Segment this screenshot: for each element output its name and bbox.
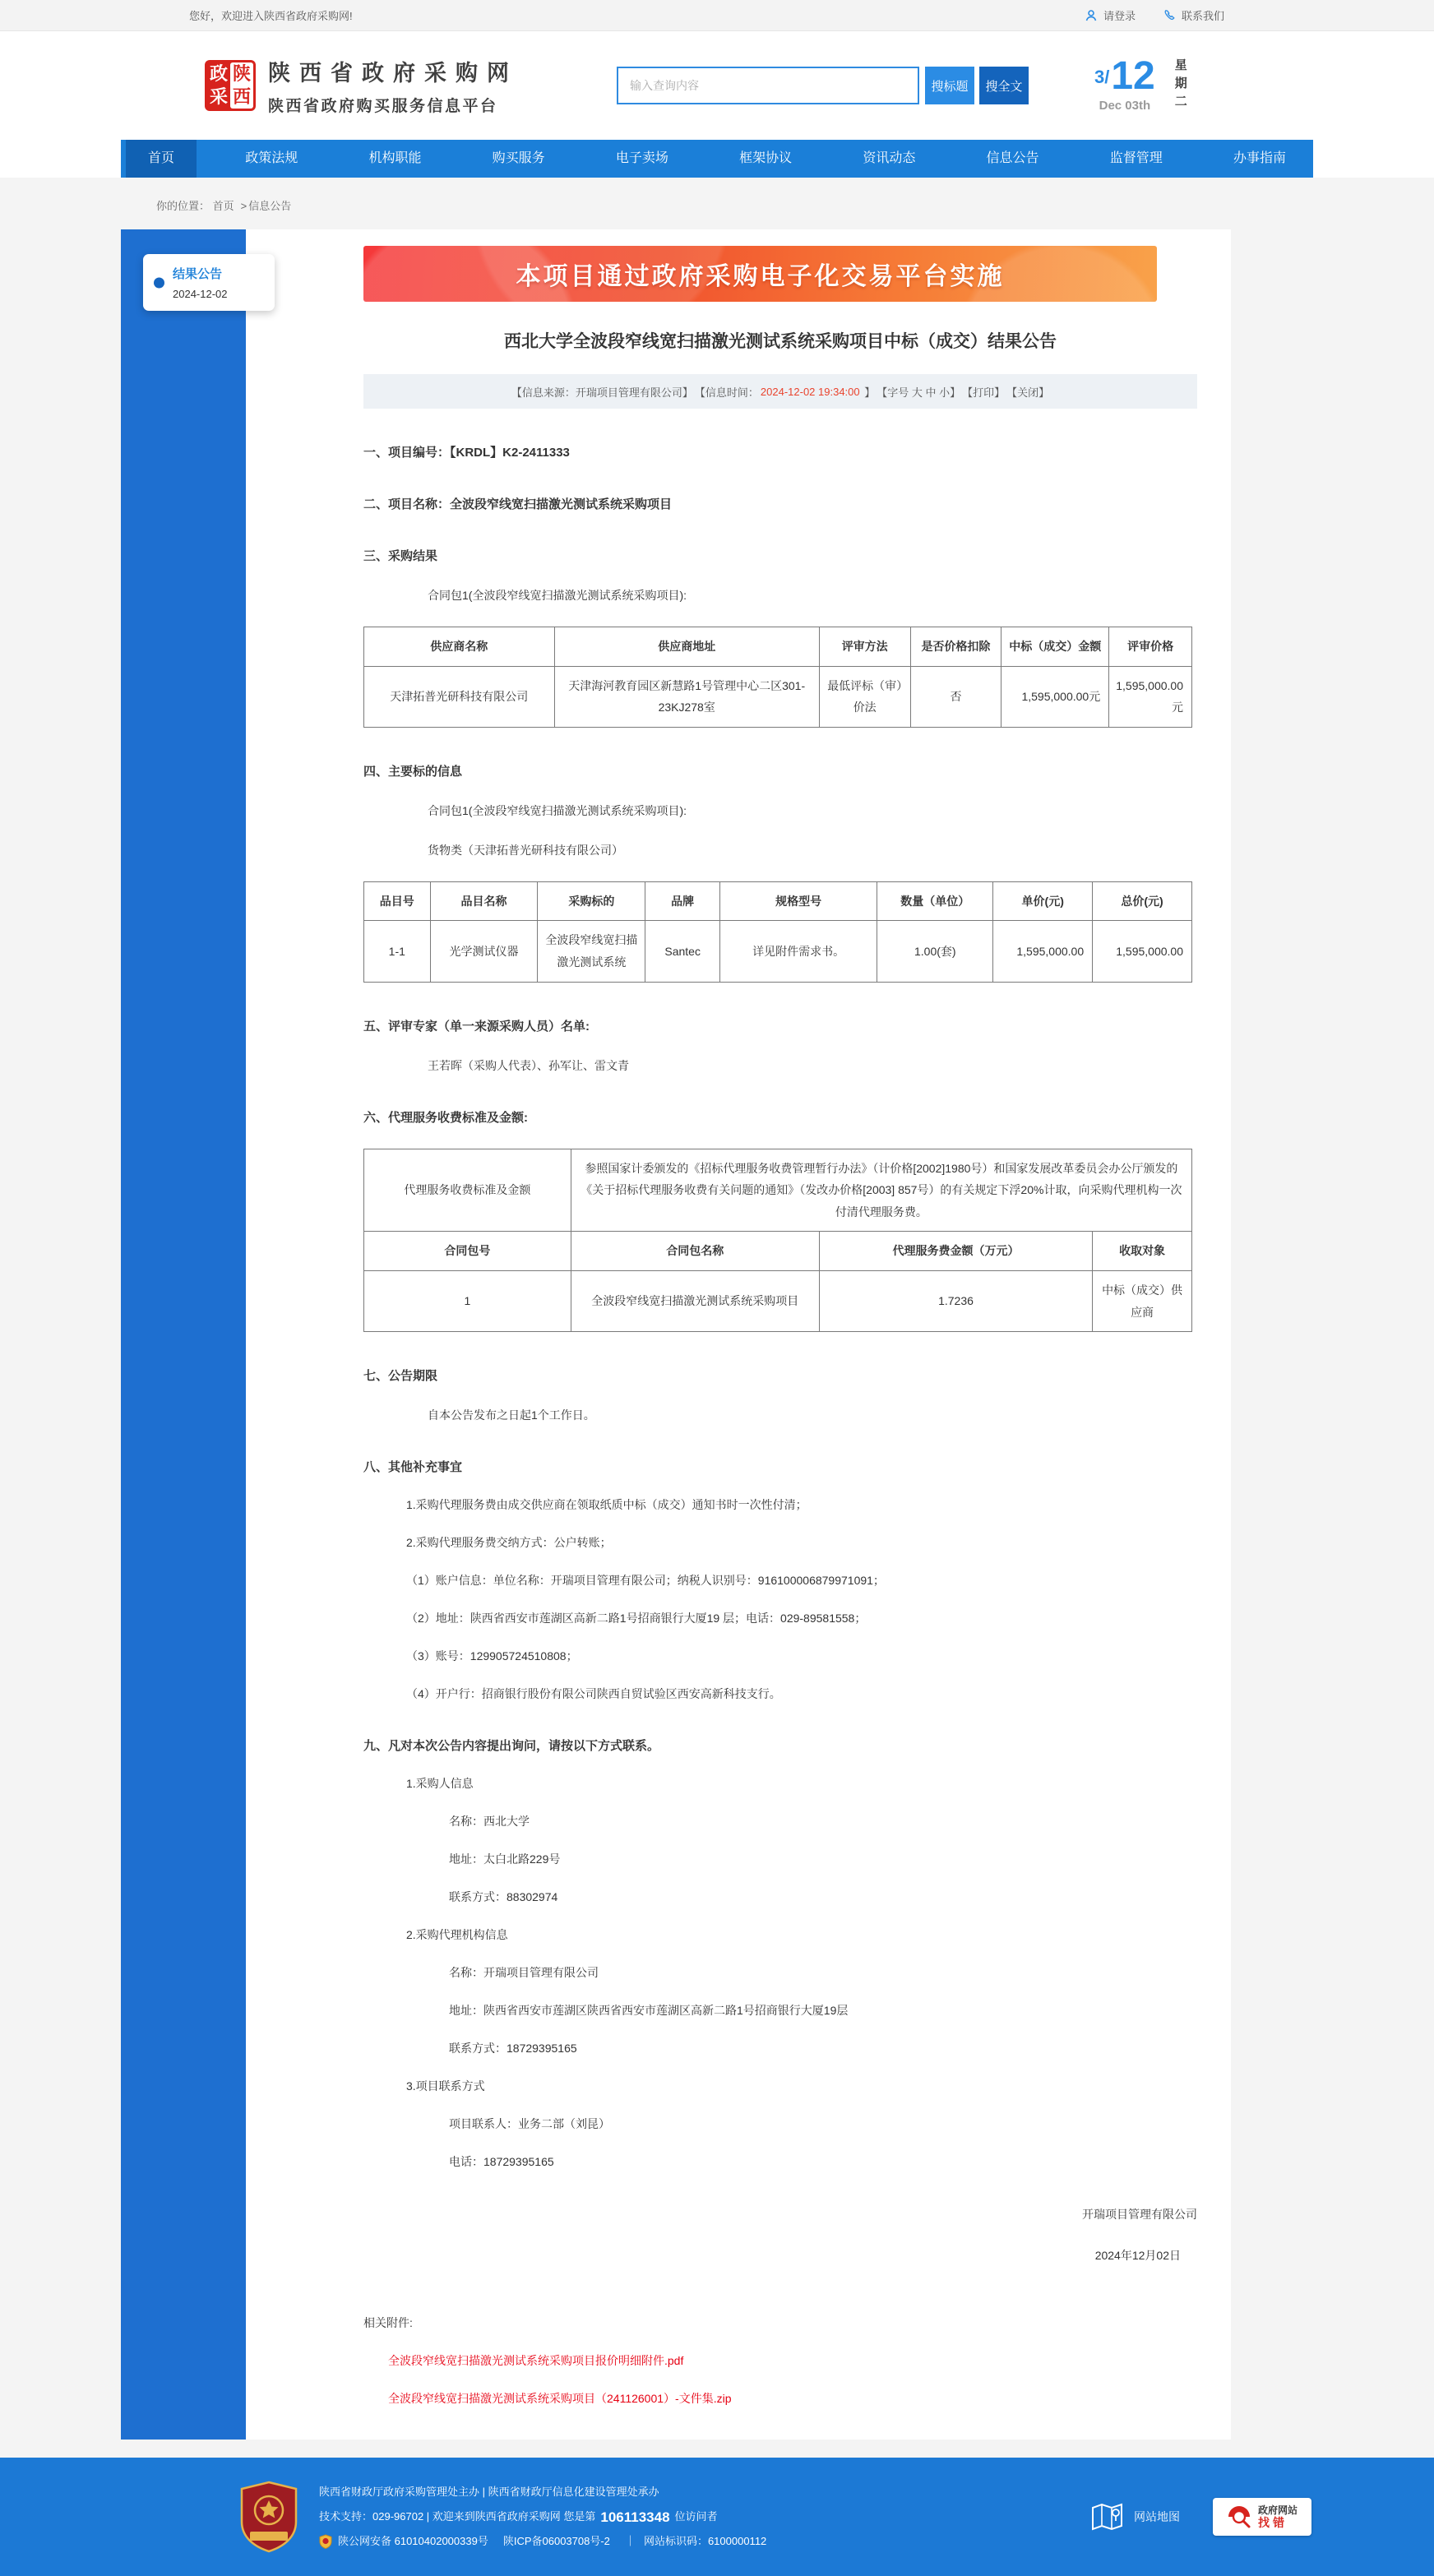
- section-5-heading: 五、评审专家（单一来源采购人员）名单:: [363, 1019, 590, 1034]
- section-1-heading: 一、项目编号：【KRDL】K2-2411333: [363, 446, 570, 460]
- supplement-item: （2）地址：陕西省西安市莲湖区高新二路1号招商银行大厦19 层；电话：029-89581558；: [406, 1612, 867, 1626]
- project-contact-person: 项目联系人：业务二部（刘昆）: [449, 2117, 610, 2131]
- supplement-item: （4）开户行：招商银行股份有限公司陕西自贸试验区西安高新科技支行。: [406, 1687, 781, 1701]
- site-footer: [0, 2458, 1434, 2576]
- footer-registration-line: [319, 2533, 766, 2551]
- nav-item-supervision[interactable]: 监督管理: [1109, 151, 1163, 165]
- goods-category-line: 货物类（天津拓普光研科技有限公司）: [428, 843, 623, 857]
- agency-fee-table: [363, 1149, 1192, 1333]
- bullet-dot-icon: [154, 277, 164, 288]
- site-logo: 政 采 陕 西: [205, 60, 256, 111]
- site-name: 陕西省政府采购网: [268, 61, 518, 86]
- fee-standard-text: 参照国家计委颁发的《招标代理服务收费管理暂行办法》（计价格[2002]1980号）和国家发展改革委员会办公厅颁发的《关于招标代理服务收费有关问题的通知》（发改办价格[2003] 857号）的有关规定下浮20%计取，向采购代理机构一次付清代理服务费。: [571, 1149, 1191, 1232]
- signature-date: 2024年12月02日: [1094, 2249, 1181, 2263]
- platform-banner: [363, 246, 1157, 302]
- nav-item-framework[interactable]: 框架协议: [739, 151, 793, 165]
- nav-item-policy[interactable]: 政策法规: [245, 151, 298, 165]
- attachment-pdf-link[interactable]: 全波段窄线宽扫描激光测试系统采购项目报价明细附件.pdf: [388, 2354, 684, 2368]
- purchaser-phone: 联系方式：88302974: [449, 1890, 558, 1904]
- bid-items-table: [363, 881, 1192, 983]
- site-titles: [268, 55, 518, 116]
- section-3-heading: 三、采购结果: [363, 549, 438, 563]
- site-code: 网站标识码：6100000112: [643, 2534, 767, 2547]
- table-row: 1-1 光学测试仪器 全波段窄线宽扫描激光测试系统 Santec 详见附件需求书。 1.00(套) 1,595,000.00 1,595,000.00: [364, 921, 1192, 982]
- supplement-item: 1.采购代理服务费由成交供应商在领取纸质中标（成交）通知书时一次性付清；: [406, 1498, 807, 1512]
- footer-organizer-line: 陕西省财政厅政府采购管理处主办 | 陕西省财政厅信息化建设管理处承办: [319, 2485, 659, 2498]
- footer-separator: ｜: [624, 2534, 636, 2547]
- welcome-text: 您好，欢迎进入陕西省政府采购网!: [189, 10, 353, 22]
- contract-package-line: 合同包1(全波段窄线宽扫描激光测试系统采购项目):: [428, 803, 687, 817]
- topbar-links: [1085, 7, 1313, 23]
- breadcrumb: [121, 178, 1313, 229]
- government-emblem-icon: [238, 2481, 299, 2553]
- sitemap-label: 网站地图: [1134, 2510, 1180, 2524]
- purchaser-address: 地址：太白北路229号: [449, 1852, 561, 1866]
- date-widget: [1094, 53, 1224, 113]
- breadcrumb-current-link[interactable]: 信息公告: [248, 200, 292, 212]
- announcement-period: 自本公告发布之日起1个工作日。: [428, 1408, 595, 1422]
- article: [246, 229, 1231, 2440]
- beian-link[interactable]: 陕公网安备 61010402000339号: [338, 2534, 488, 2547]
- project-contact-head: 3.项目联系方式: [406, 2079, 485, 2093]
- contract-package-line: 合同包1(全波段窄线宽扫描激光测试系统采购项目):: [428, 589, 687, 602]
- date-weekday: 星期二: [1173, 58, 1187, 113]
- nav-item-e-mall[interactable]: 电子卖场: [615, 151, 668, 165]
- nav-item-home[interactable]: 首页: [126, 140, 197, 178]
- date-english: Dec 03th: [1099, 99, 1151, 113]
- breadcrumb-separator: >: [240, 200, 247, 212]
- table-row: 天津拓普光研科技有限公司 天津海河教育园区新慧路1号管理中心二区301-23KJ278室 最低评标（审）价法 否 1,595,000.00元 1,595,000.00元: [364, 666, 1192, 727]
- table-header-row: 合同包号 合同包名称 代理服务费金额（万元） 收取对象: [364, 1232, 1192, 1271]
- nav-item-guide[interactable]: 办事指南: [1233, 151, 1286, 165]
- footer-right-group: [1090, 2498, 1311, 2536]
- error-finder-icon: [1227, 2504, 1251, 2529]
- topbar: [0, 0, 1434, 31]
- signature-organization: 开瑞项目管理有限公司: [1082, 2208, 1197, 2222]
- badge-line2: 找错: [1257, 2515, 1288, 2529]
- nav-item-news[interactable]: 资讯动态: [863, 151, 916, 165]
- footer-text-block: [319, 2479, 766, 2555]
- section-8-heading: 八、其他补充事宜: [363, 1460, 463, 1475]
- site-subtitle: 陕西省政府购买服务信息平台: [268, 98, 498, 115]
- visitor-count: 106113348: [600, 2509, 670, 2525]
- fee-standard-row: [364, 1149, 1192, 1232]
- supplier-result-table: [363, 627, 1192, 728]
- nav-item-announcements[interactable]: 信息公告: [986, 151, 1039, 165]
- icp-link[interactable]: 陕ICP备06003708号-2: [502, 2534, 610, 2547]
- footer-support-line: 技术支持：029-96702 | 欢迎来到陕西省政府采购网 您是第 106113348 位访问者: [319, 2506, 766, 2528]
- nav-item-functions[interactable]: 机构职能: [368, 151, 422, 165]
- agency-name: 名称：开瑞项目管理有限公司: [449, 1966, 599, 1980]
- breadcrumb-home-link[interactable]: 首页: [212, 200, 234, 212]
- meta-source: 【信息来源：开瑞项目管理有限公司】: [511, 386, 693, 399]
- meta-time-value: 2024-12-02 19:34:00: [760, 385, 860, 398]
- print-button[interactable]: 【打印】: [962, 386, 1006, 399]
- supplement-item: （1）账户信息：单位名称：开瑞项目管理有限公司；纳税人识别号：916100006879971091；: [406, 1574, 885, 1588]
- nav-item-purchase-services[interactable]: 购买服务: [492, 151, 545, 165]
- agency-info-head: 2.采购代理机构信息: [406, 1928, 508, 1942]
- agency-address: 地址：陕西省西安市莲湖区陕西省西安市莲湖区高新二路1号招商银行大厦19层: [449, 2004, 849, 2018]
- agency-phone: 联系方式：18729395165: [449, 2042, 577, 2056]
- attachments-label: 相关附件:: [363, 2316, 413, 2330]
- supplement-item: （3）账号：129905724510808；: [406, 1649, 578, 1663]
- badge-line1: 政府网站: [1257, 2504, 1298, 2516]
- banner-text: 本项目通过政府采购电子化交易平台实施: [516, 263, 1005, 290]
- search-fulltext-button[interactable]: 搜全文: [979, 67, 1029, 104]
- supplement-item: 2.采购代理服务费交纳方式：公户转账；: [406, 1536, 612, 1550]
- main-area: [0, 178, 1434, 2458]
- sitemap-link[interactable]: [1090, 2501, 1180, 2532]
- login-link[interactable]: 请登录: [1085, 7, 1136, 23]
- fee-standard-label: 代理服务收费标准及金额: [364, 1149, 571, 1232]
- font-size-controls[interactable]: 【字号 大 中 小】: [877, 386, 961, 399]
- section-7-heading: 七、公告期限: [363, 1369, 438, 1384]
- meta-time-suffix: 】: [861, 386, 876, 399]
- sidebar-card-title: 结果公告: [173, 267, 223, 281]
- section-2-heading: 二、项目名称：全波段窄线宽扫描激光测试系统采购项目: [363, 497, 673, 511]
- contact-link[interactable]: 联系我们: [1163, 7, 1224, 23]
- date-month: 3/: [1094, 67, 1110, 88]
- table-header-row: 品目号 品目名称 采购标的 品牌 规格型号 数量（单位） 单价(元) 总价(元): [364, 881, 1192, 921]
- announcement-title: 西北大学全波段窄线宽扫描激光测试系统采购项目中标（成交）结果公告: [504, 332, 1057, 351]
- section-6-heading: 六、代理服务收费标准及金额:: [363, 1110, 528, 1125]
- meta-time-prefix: 【信息时间：: [694, 386, 759, 399]
- map-icon: [1090, 2501, 1125, 2532]
- section-9-heading: 九、凡对本次公告内容提出询问，请按以下方式联系。: [363, 1739, 660, 1754]
- sidebar-card-date: 2024-12-02: [173, 288, 228, 300]
- search-area: [617, 67, 1029, 104]
- search-title-button[interactable]: 搜标题: [925, 67, 974, 104]
- date-day: 12: [1111, 53, 1155, 98]
- police-badge-icon: [319, 2534, 332, 2549]
- site-header: [0, 31, 1434, 140]
- phone-icon: [1163, 9, 1176, 21]
- article-meta-bar: [363, 374, 1197, 409]
- search-input[interactable]: [617, 67, 919, 104]
- content-panel: [121, 229, 1231, 2440]
- attachment-zip-link[interactable]: 全波段窄线宽扫描激光测试系统采购项目（241126001）-文件集.zip: [388, 2392, 732, 2406]
- table-row: 1 全波段窄线宽扫描激光测试系统采购项目 1.7236 中标（成交）供应商: [364, 1270, 1192, 1331]
- project-contact-phone: 电话：18729395165: [449, 2155, 554, 2169]
- purchaser-info-head: 1.采购人信息: [406, 1777, 474, 1791]
- experts-list: 王若晖（采购人代表）、孙军让、雷文青: [428, 1058, 629, 1072]
- error-report-badge[interactable]: [1213, 2498, 1311, 2536]
- section-4-heading: 四、主要标的信息: [363, 764, 463, 779]
- table-header-row: 供应商名称 供应商地址 评审方法 是否价格扣除 中标（成交）金额 评审价格: [364, 627, 1192, 667]
- main-nav: [0, 140, 1434, 178]
- breadcrumb-prefix: 你的位置：: [156, 200, 210, 212]
- purchaser-name: 名称：西北大学: [449, 1815, 530, 1829]
- user-icon: [1085, 9, 1098, 22]
- sidebar-column: [121, 229, 246, 2440]
- result-announcement-card[interactable]: [143, 254, 275, 311]
- close-button[interactable]: 【关闭】: [1006, 386, 1050, 399]
